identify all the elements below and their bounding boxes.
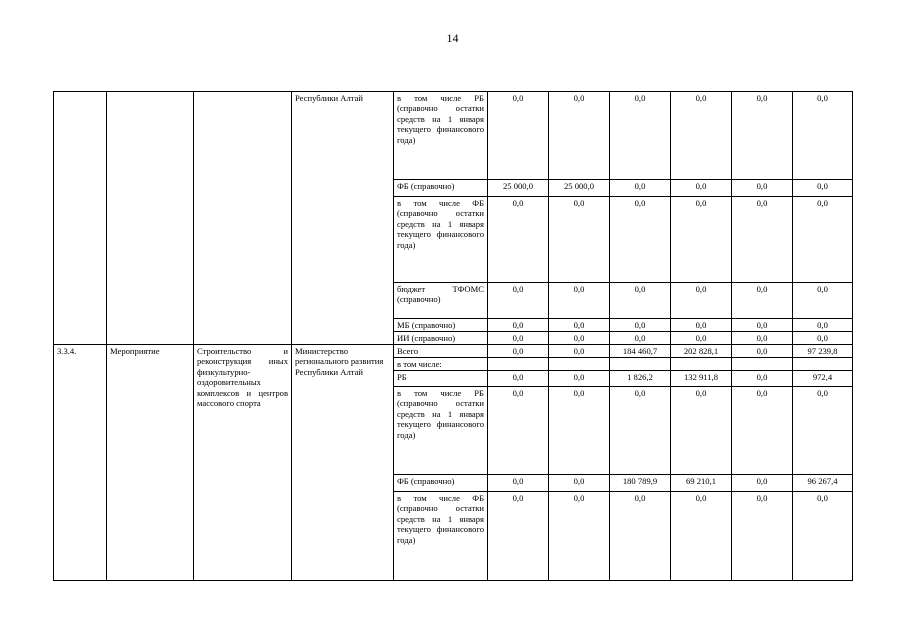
funding-source-cell: в том числе ФБ (справочно остатки средств на 1 января текущего финансового года) (394, 197, 488, 283)
value-cell: 0,0 (549, 387, 610, 475)
funding-source-cell: в том числе ФБ (справочно остатки средств на 1 января текущего финансового года) (394, 492, 488, 581)
value-cell: 0,0 (488, 492, 549, 581)
value-cell: 0,0 (732, 332, 793, 345)
value-cell: 97 239,8 (793, 345, 853, 358)
value-cell: 0,0 (549, 92, 610, 180)
value-cell: 0,0 (610, 197, 671, 283)
funding-source-cell: в том числе РБ (справочно остатки средств на 1 января текущего финансового года) (394, 387, 488, 475)
value-cell: 0,0 (549, 475, 610, 492)
value-cell: 0,0 (793, 492, 853, 581)
value-cell: 0,0 (732, 180, 793, 197)
value-cell: 0,0 (488, 371, 549, 387)
value-cell: 0,0 (488, 283, 549, 319)
value-cell: 132 911,8 (671, 371, 732, 387)
value-cell: 0,0 (732, 387, 793, 475)
value-cell: 96 267,4 (793, 475, 853, 492)
value-cell: 0,0 (793, 332, 853, 345)
value-cell (610, 358, 671, 371)
value-cell: 0,0 (488, 197, 549, 283)
funding-source-cell: ИИ (справочно) (394, 332, 488, 345)
funding-source-cell: РБ (394, 371, 488, 387)
value-cell: 0,0 (671, 92, 732, 180)
value-cell (732, 358, 793, 371)
value-cell: 972,4 (793, 371, 853, 387)
value-cell: 0,0 (671, 283, 732, 319)
value-cell: 25 000,0 (488, 180, 549, 197)
value-cell: 0,0 (488, 92, 549, 180)
value-cell: 0,0 (732, 283, 793, 319)
value-cell: 0,0 (793, 180, 853, 197)
value-cell: 0,0 (549, 492, 610, 581)
value-cell: 0,0 (488, 319, 549, 332)
value-cell: 1 826,2 (610, 371, 671, 387)
value-cell: 0,0 (793, 319, 853, 332)
item-name-cell (194, 92, 292, 345)
executor-cell: Республики Алтай (292, 92, 394, 345)
value-cell: 0,0 (610, 92, 671, 180)
value-cell: 0,0 (732, 492, 793, 581)
value-cell: 0,0 (732, 345, 793, 358)
value-cell: 0,0 (671, 492, 732, 581)
value-cell: 184 460,7 (610, 345, 671, 358)
page-number: 14 (446, 31, 459, 45)
item-type-cell: Мероприятие (107, 345, 194, 581)
value-cell: 0,0 (793, 92, 853, 180)
value-cell: 0,0 (671, 319, 732, 332)
value-cell: 0,0 (549, 197, 610, 283)
value-cell: 180 789,9 (610, 475, 671, 492)
value-cell: 0,0 (549, 345, 610, 358)
value-cell: 0,0 (671, 180, 732, 197)
value-cell: 0,0 (610, 180, 671, 197)
value-cell: 0,0 (610, 283, 671, 319)
value-cell: 0,0 (671, 197, 732, 283)
value-cell: 0,0 (732, 319, 793, 332)
value-cell: 0,0 (732, 92, 793, 180)
value-cell: 0,0 (793, 283, 853, 319)
value-cell: 0,0 (488, 475, 549, 492)
value-cell (488, 358, 549, 371)
value-cell: 0,0 (671, 387, 732, 475)
funding-source-cell: в том числе: (394, 358, 488, 371)
value-cell: 0,0 (549, 319, 610, 332)
value-cell: 0,0 (671, 332, 732, 345)
value-cell: 0,0 (488, 387, 549, 475)
value-cell: 0,0 (549, 283, 610, 319)
value-cell: 0,0 (610, 332, 671, 345)
value-cell: 69 210,1 (671, 475, 732, 492)
value-cell: 0,0 (610, 387, 671, 475)
value-cell: 0,0 (610, 492, 671, 581)
value-cell: 202 828,1 (671, 345, 732, 358)
value-cell: 0,0 (732, 475, 793, 492)
funding-source-cell: МБ (справочно) (394, 319, 488, 332)
table-row (54, 92, 853, 180)
executor-cell: Министерство регионального развития Республики Алтай (292, 345, 394, 581)
value-cell: 0,0 (488, 332, 549, 345)
value-cell (549, 358, 610, 371)
value-cell: 0,0 (488, 345, 549, 358)
item-number-cell (54, 92, 107, 345)
value-cell: 0,0 (610, 319, 671, 332)
funding-source-cell: бюджет ТФОМС (справочно) (394, 283, 488, 319)
item-number-cell: 3.3.4. (54, 345, 107, 581)
value-cell: 0,0 (793, 387, 853, 475)
funding-source-cell: в том числе РБ (справочно остатки средств на 1 января текущего финансового года) (394, 92, 488, 180)
value-cell: 0,0 (732, 197, 793, 283)
value-cell (793, 358, 853, 371)
value-cell (671, 358, 732, 371)
funding-source-cell: Всего (394, 345, 488, 358)
funding-source-cell: ФБ (справочно) (394, 475, 488, 492)
value-cell: 0,0 (549, 371, 610, 387)
value-cell: 25 000,0 (549, 180, 610, 197)
value-cell: 0,0 (732, 371, 793, 387)
value-cell: 0,0 (549, 332, 610, 345)
item-type-cell (107, 92, 194, 345)
table-row (54, 345, 853, 358)
funding-source-cell: ФБ (справочно) (394, 180, 488, 197)
budget-table (53, 91, 853, 581)
value-cell: 0,0 (793, 197, 853, 283)
item-name-cell: Строительство и реконструкция иных физкультурно-оздоровительных комплексов и центров массового спорта (194, 345, 292, 581)
